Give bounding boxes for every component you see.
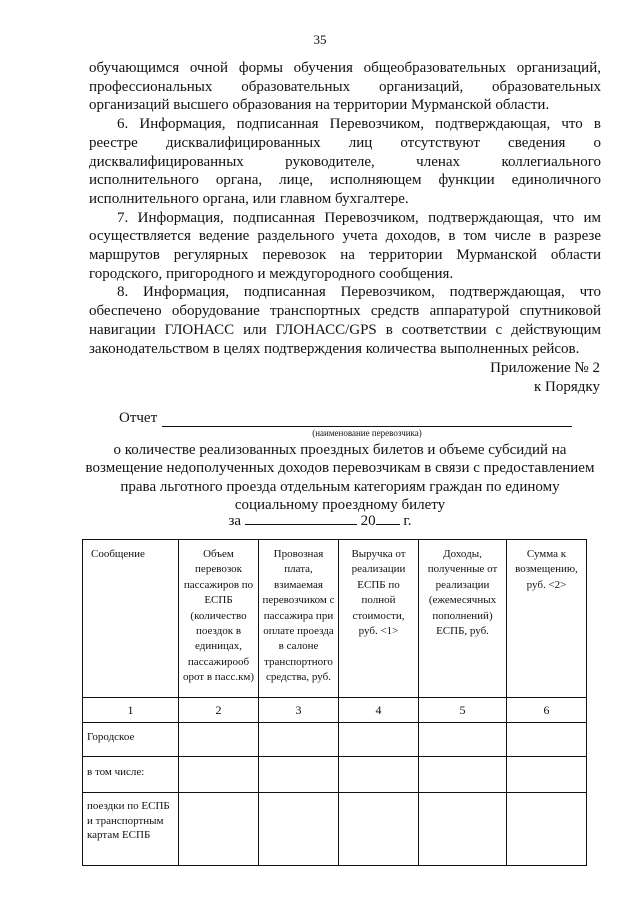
column-header: Выручка от реализации ЕСПБ по полной стоимости, руб. <1>: [339, 540, 419, 698]
report-table: [82, 539, 587, 866]
report-title: о количестве реализованных проездных билетов и объеме субсидий на возмещение недополученных доходов перевозчикам в связи с предоставлением права льготного проезда отдельным категориям граждан по единому социальному проездному билету: [85, 442, 595, 513]
carrier-name-blank: [162, 426, 572, 427]
page-number: 35: [313, 32, 327, 47]
column-header: Объем перевозок пассажиров по ЕСПБ (количество поездок в единицах, пассажирооб орот в пасс.км): [179, 540, 259, 698]
paragraph-item-8: 8. Информация, подписанная Перевозчиком, подтверждающая, что обеспечено оборудование транспортных средств аппаратурой спутниковой навигации ГЛОНАСС или ГЛОНАСС/GPS в соответствии с действующим законодательством в целях подтверждения количества выполненных рейсов.: [89, 284, 601, 357]
column-header: Сообщение: [83, 540, 179, 698]
table-row: [83, 757, 587, 793]
table-cell: [419, 757, 507, 793]
column-number: 4: [339, 698, 419, 723]
paragraph-continuation: обучающимся очной формы обучения общеобразовательных организаций, профессиональных образовательных организаций, образовательных организаций высшего образования на территории Мурманской области.: [89, 60, 601, 114]
period-prefix: за: [228, 513, 242, 529]
column-number: 3: [259, 698, 339, 723]
table-header-row: [83, 540, 587, 698]
column-number: 2: [179, 698, 259, 723]
paragraph-item-6: 6. Информация, подписанная Перевозчиком, подтверждающая, что в реестре дисквалифицированных лиц отсутствуют сведения о дисквалифицированных руководителе, членах коллегиального исполнительного органа, лице, исполняющем функции единоличного исполнительного органа, или главном бухгалтере.: [89, 116, 601, 207]
period-blank: [245, 512, 357, 525]
table-cell: [179, 723, 259, 757]
table-cell: [259, 723, 339, 757]
period-year: 20: [360, 513, 376, 529]
paragraph-item-7: 7. Информация, подписанная Перевозчиком, подтверждающая, что им осуществляется ведение раздельного учета доходов, в том числе в разрезе маршрутов регулярных перевозок на территории Мурманской области городского, пригородного и междугородного сообщения.: [89, 209, 601, 282]
table-cell: [339, 793, 419, 866]
period-suffix: г.: [403, 513, 412, 529]
column-number-row: [83, 698, 587, 723]
table-cell: [507, 723, 587, 757]
table-cell: [339, 757, 419, 793]
table-cell: [259, 793, 339, 866]
appendix-number: Приложение № 2: [490, 360, 600, 376]
table-cell: [419, 723, 507, 757]
table-row: [83, 723, 587, 757]
table-cell: [507, 757, 587, 793]
column-header: Доходы, полученные от реализации (ежемесячных пополнений) ЕСПБ, руб.: [419, 540, 507, 698]
body-text: [89, 59, 601, 358]
row-label: Городское: [83, 723, 179, 757]
column-header: Сумма к возмещению, руб. <2>: [507, 540, 587, 698]
table-cell: [507, 793, 587, 866]
report-period: [0, 512, 640, 530]
column-number: 5: [419, 698, 507, 723]
column-number: 6: [507, 698, 587, 723]
table-cell: [179, 793, 259, 866]
carrier-name-caption: (наименование перевозчика): [312, 428, 422, 438]
year-blank: [376, 512, 400, 525]
table-cell: [259, 757, 339, 793]
row-label: в том числе:: [83, 757, 179, 793]
row-label: поездки по ЕСПБ и транспортным картам ЕСПБ: [83, 793, 179, 866]
column-header: Провозная плата, взимаемая перевозчиком с пассажира при оплате проезда в салоне транспортного средства, руб.: [259, 540, 339, 698]
table-cell: [419, 793, 507, 866]
report-label: Отчет: [119, 410, 158, 426]
appendix-heading: [490, 359, 600, 397]
table-cell: [339, 723, 419, 757]
table-row: [83, 793, 587, 866]
appendix-reference: к Порядку: [534, 379, 600, 395]
column-number: 1: [83, 698, 179, 723]
table-cell: [179, 757, 259, 793]
